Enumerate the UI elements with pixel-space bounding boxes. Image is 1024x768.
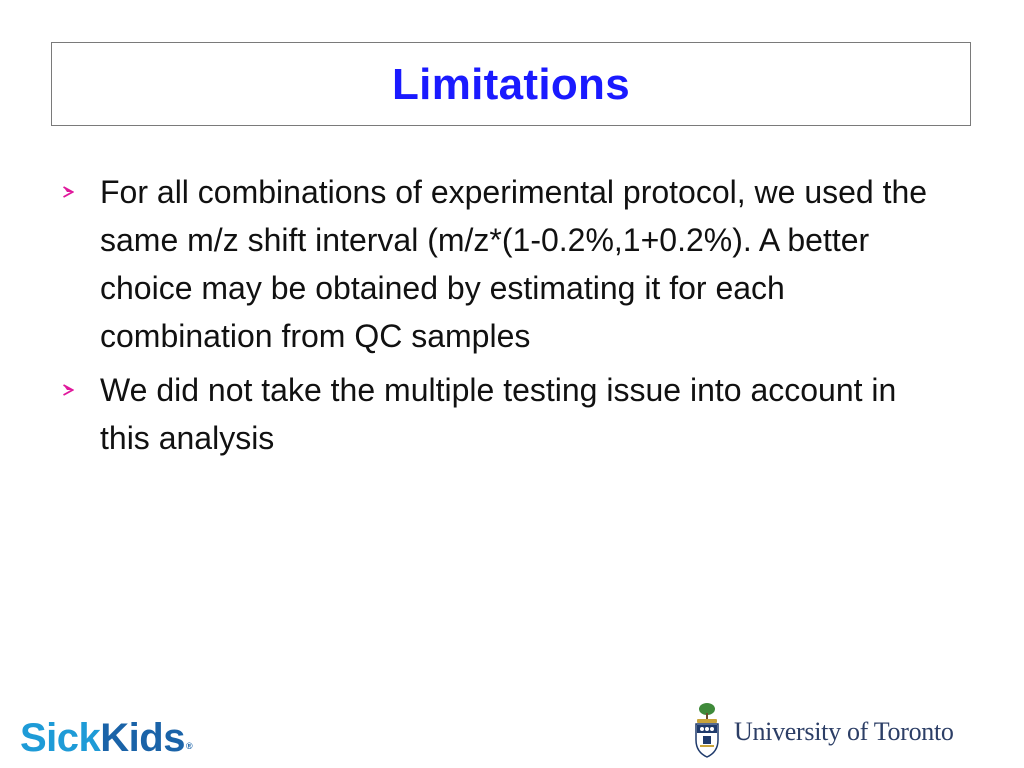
title-box [51,42,971,126]
arrow-bullet-icon [62,168,100,198]
arrow-bullet-icon [62,366,100,396]
bullet-item [62,366,962,462]
sickkids-logo [20,714,192,762]
sickkids-logo-part1: Sick [20,716,101,760]
bullet-item [62,168,962,360]
registered-mark: ® [185,741,193,751]
uoft-logo-text: University of Toronto [734,717,954,746]
bullet-text: For all combinations of experimental protocol, we used the same m/z shift interval (m/z*(1-0.2%,1+0.2%). A better choice may be obtained by estimating it for each combination from QC samples [100,174,928,354]
slide-title: Limitations [392,60,630,109]
crest-icon [692,700,722,765]
bullet-text: We did not take the multiple testing issue into account in this analysis [100,372,897,456]
bullet-list [62,168,962,468]
sickkids-logo-part2: Kids [100,716,185,760]
uoft-logo [692,700,954,764]
